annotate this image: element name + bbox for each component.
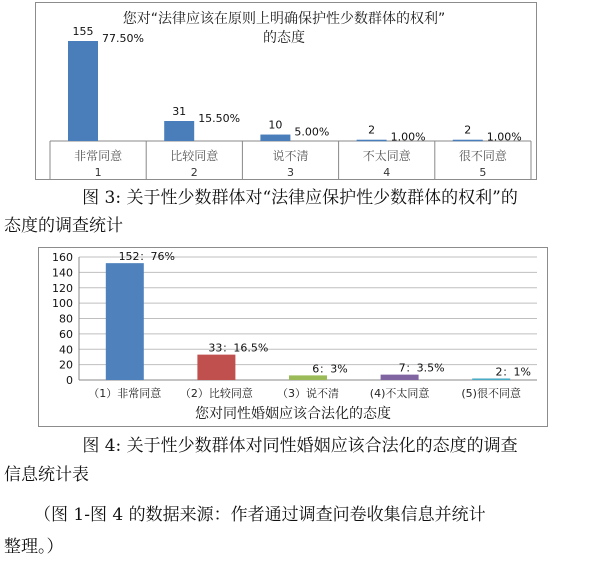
chart-4-ytick-label: 0: [66, 374, 73, 387]
chart-3-svg: [36, 3, 536, 179]
chart-3-value-label: 10: [268, 118, 283, 132]
chart-3-category-label: 比较同意: [170, 149, 219, 163]
chart-4-bar: [472, 378, 510, 380]
chart-4-ytick-label: 160: [52, 251, 73, 264]
chart-3-value-label: 2: [464, 123, 472, 137]
figure-4-caption-line-2: 信息统计表: [4, 465, 89, 485]
chart-4-ytick-label: 140: [52, 266, 73, 280]
chart-4-data-label: 6：3%: [312, 362, 348, 376]
chart-3-category-label: 很不同意: [458, 149, 507, 163]
chart-3-title-line: 您对“法律应该在原则上明确保护性少数群体的权利”: [122, 11, 446, 27]
chart-3-bar: [357, 140, 387, 142]
chart-4-category-label: （1）非常同意: [88, 387, 162, 400]
chart-4-bar: [381, 375, 419, 380]
figure-3-caption-line-1: 图 3: 关于性少数群体对“法律应保护性少数群体的权利”的: [82, 188, 518, 208]
chart-3-category-label: 不太同意: [362, 149, 411, 163]
chart-3-value-label: 2: [368, 123, 376, 137]
chart-3-category-label: 非常同意: [74, 149, 123, 163]
figure-4-caption-line-1: 图 4: 关于性少数群体对同性婚姻应该合法化的态度的调查: [82, 436, 518, 456]
chart-4-bar: [289, 375, 327, 380]
chart-3-percent-label: 15.50%: [198, 112, 241, 125]
chart-3-bar: [453, 140, 483, 142]
chart-4-data-label: 152：76%: [118, 250, 176, 264]
chart-3-attitude-law-protection: [35, 2, 537, 180]
chart-4-ytick-label: 100: [52, 297, 73, 311]
chart-4-ytick-label: 60: [59, 327, 73, 341]
chart-3-category-number: 1: [94, 166, 102, 179]
chart-4-title: 您对同性婚姻应该合法化的态度: [195, 406, 391, 422]
chart-4-ytick-label: 120: [52, 281, 73, 295]
chart-3-value-label: 155: [72, 25, 94, 38]
chart-3-category-number: 5: [479, 166, 487, 179]
chart-4-svg: [39, 248, 547, 426]
chart-4-attitude-same-sex-marriage: [38, 247, 548, 427]
chart-3-value-label: 31: [172, 105, 187, 118]
chart-4-data-label: 2：1%: [495, 365, 531, 379]
chart-3-category-number: 4: [383, 166, 391, 179]
chart-3-bar: [164, 121, 194, 141]
chart-4-bar: [106, 263, 144, 380]
chart-3-bar: [68, 41, 98, 141]
data-source-note-line-1: （图 1-图 4 的数据来源：作者通过调查问卷收集信息并统计: [34, 505, 486, 525]
chart-3-percent-label: 1.00%: [390, 130, 426, 144]
chart-4-ytick-label: 80: [59, 312, 73, 326]
chart-4-bar: [197, 355, 235, 380]
chart-4-ytick-label: 20: [59, 358, 73, 372]
chart-4-category-label: (5)很不同意: [461, 387, 521, 400]
chart-4-ytick-label: 40: [59, 343, 73, 357]
data-source-note-line-2: 整理。）: [4, 537, 64, 557]
chart-3-percent-label: 5.00%: [294, 125, 330, 139]
chart-3-category-number: 3: [287, 166, 294, 179]
chart-4-category-label: (4)不太同意: [369, 387, 430, 400]
chart-3-percent-label: 77.50%: [102, 32, 144, 45]
chart-3-category-number: 2: [190, 166, 198, 179]
chart-4-category-label: （2）比较同意: [179, 387, 253, 400]
figure-3-caption-line-2: 态度的调查统计: [4, 216, 123, 236]
chart-3-bar: [260, 135, 290, 141]
chart-3-percent-label: 1.00%: [486, 130, 522, 144]
chart-4-category-label: （3）说不清: [277, 387, 339, 400]
chart-3-title-line: 的态度: [263, 30, 305, 46]
chart-4-data-label: 33：16.5%: [208, 341, 269, 355]
chart-4-data-label: 7：3.5%: [398, 361, 445, 375]
chart-3-category-label: 说不清: [272, 149, 309, 163]
